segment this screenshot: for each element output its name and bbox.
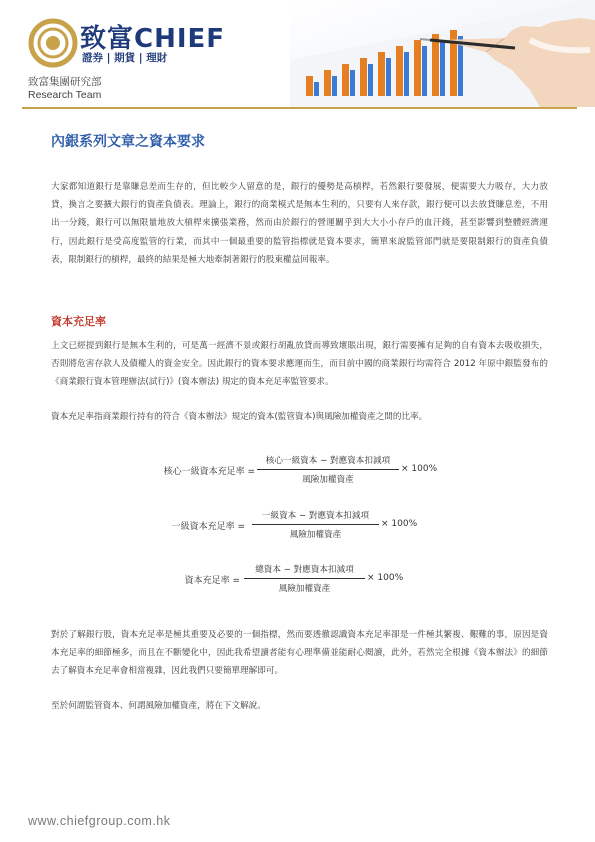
formula-denominator: 風險加權資產 (302, 475, 354, 485)
formula-lhs: 核心一級資本充足率 = (163, 467, 255, 477)
chief-logo-icon (28, 18, 78, 68)
formula-fraction (257, 454, 399, 485)
brand-tagline: 證券 | 期貨 | 理財 (82, 52, 168, 64)
footer-website-link[interactable]: www.chiefgroup.com.hk (28, 814, 171, 828)
paragraph-definition: 資本充足率指商業銀行持有的符合《資本辦法》規定的資本(監管資本)與風險加權資產之間的比率。 (51, 412, 428, 422)
header-divider (22, 107, 577, 109)
formula-denominator: 風險加權資產 (289, 530, 342, 540)
formula-multiplier: × 100% (381, 519, 418, 529)
header (0, 0, 595, 110)
formula-numerator: 核心一級資本 − 對應資本扣減項 (265, 456, 391, 466)
formula-denominator: 風險加權資產 (278, 584, 331, 594)
formula-total-capital (0, 563, 595, 603)
brand-en: CHIEF (134, 24, 226, 54)
formula-multiplier: × 100% (401, 464, 438, 474)
header-chart-illustration (290, 0, 595, 107)
section-heading: 資本充足率 (51, 315, 106, 328)
department-en: Research Team (28, 89, 102, 101)
formula-numerator: 總資本 − 對應資本扣減項 (255, 565, 354, 575)
paragraph-next: 至於何謂監管資本、何謂風險加權資產，將在下文解說。 (51, 701, 266, 711)
brand-cn: 致富 (80, 24, 135, 54)
formula-lhs: 一級資本充足率 = (171, 522, 245, 532)
formula-tier1 (0, 509, 595, 549)
formula-core-tier1 (0, 454, 595, 494)
article-title: 內銀系列文章之資本要求 (51, 134, 205, 150)
formula-multiplier: × 100% (367, 573, 404, 583)
formula-fraction (244, 563, 365, 594)
formula-numerator: 一級資本 − 對應資本扣減項 (261, 511, 370, 521)
paragraph-capital-requirement: 上文已經提到銀行是無本生利的，可是萬一經濟不景或銀行胡亂放貸而導致壞賬出現，銀行需要擁有足夠的自有資本去吸收損失，否則將危害存款人及債權人的資金安全。因此銀行的資本要求應運而生，而目前中國的商業銀行均需符合 2012 年原中銀監發布的《商業銀行資本管理辦法(試行)》(資本辦法) 規定的資本充足率監管要求。 (51, 341, 548, 388)
formula-fraction (252, 509, 379, 540)
department-cn: 致富集團研究部 (28, 76, 102, 88)
paragraph-importance: 對於了解銀行股，資本充足率是極其重要及必要的一個指標，然而要透徹認識資本充足率卻是一件極其繁複、艱難的事，原因是資本充足率的細節極多，而且在不斷變化中，因此我希望讀者能有心理準備並能耐心閱讀，此外，若然完全根據《資本辦法》的細節去了解資本充足率會相當複雜，因此我們只要簡單理解即可。 (51, 630, 548, 677)
paragraph-intro: 大家都知道銀行是靠賺息差而生存的，但比較少人留意的是，銀行的優勢是高槓桿，若然銀行要發展，便需要大力吸存，大力放貸，換言之要擴大銀行的資產負債表。理論上，銀行的商業模式是無本生利的，只要有人來存款，銀行便可以去放貸賺息差，不用出一分錢，銀行可以無限量地放大槓桿來擴張業務，然而由於銀行的營運關乎到大大小小存戶的血汗錢，甚至影響到整體經濟運行，因此銀行是受高度監管的行業，而其中一個最重要的監管指標就是資本要求，簡單來說監管部門就是要限制銀行的資產負債表，限制銀行的槓桿，最終的結果是極大地牽制著銀行的股東權益回報率。 (51, 182, 548, 265)
formula-lhs: 資本充足率 = (184, 576, 240, 586)
